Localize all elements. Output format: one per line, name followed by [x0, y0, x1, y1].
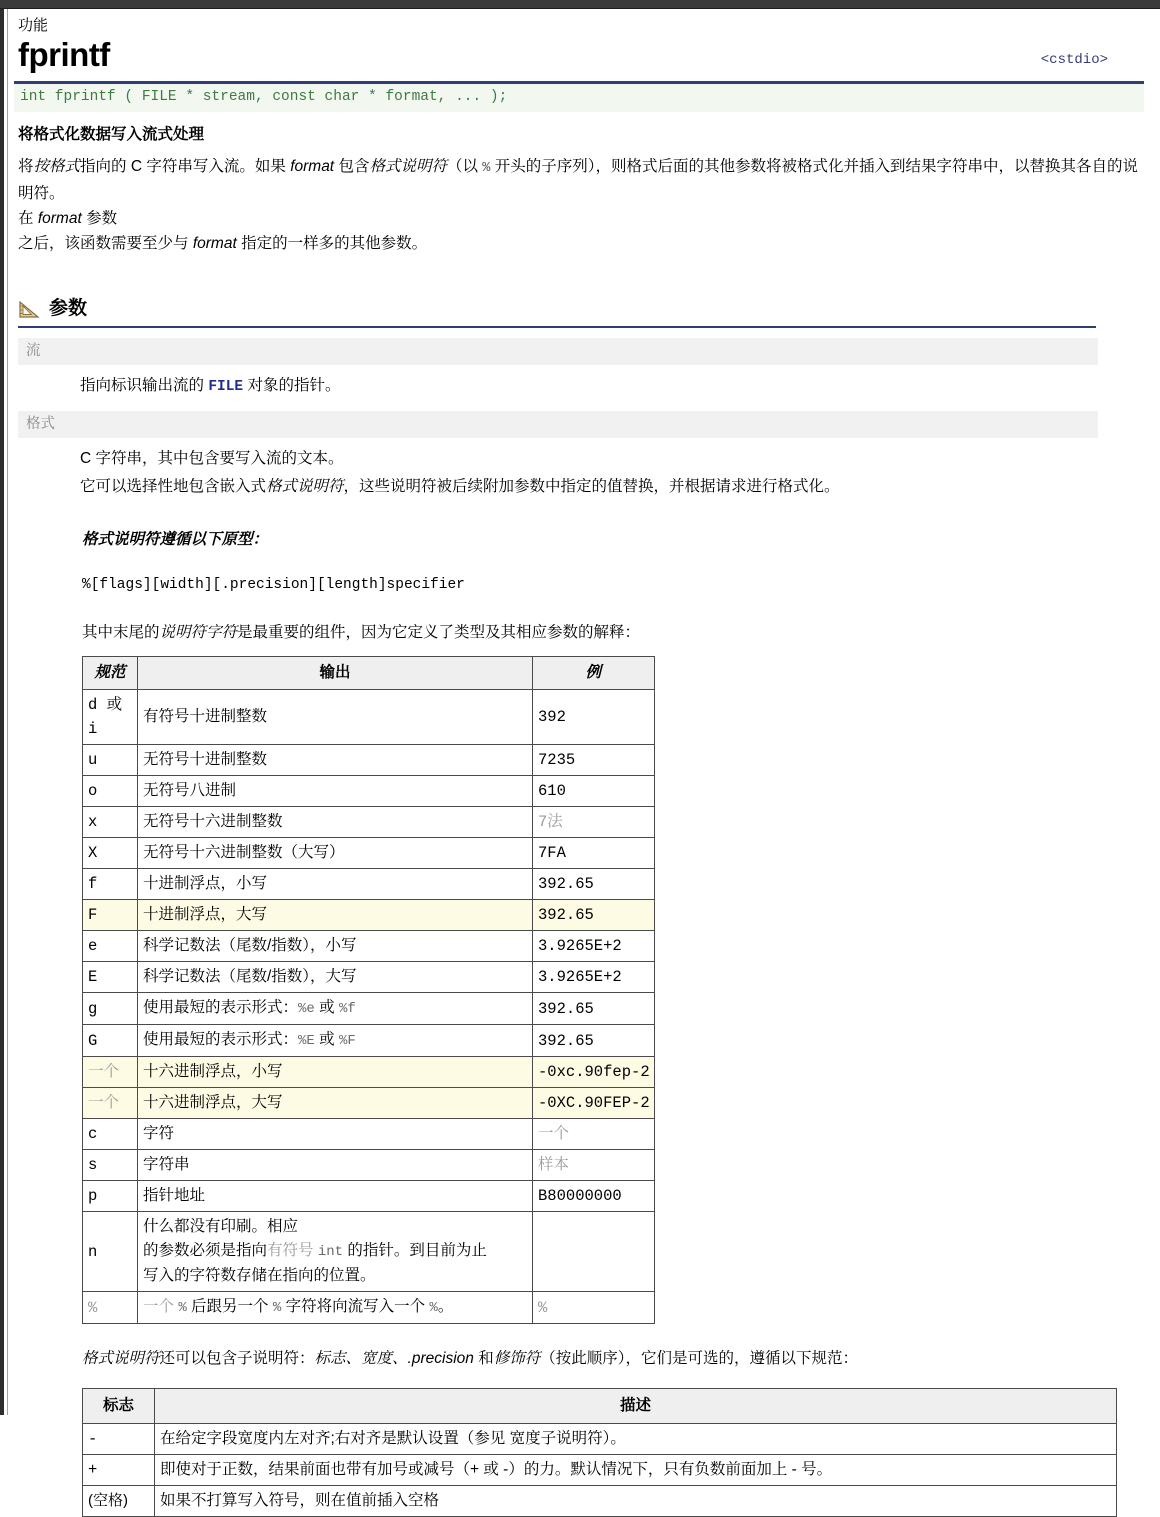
specifier-table-lead: 其中末尾的说明符字符是最重要的组件，因为它定义了类型及其相应参数的解释： — [82, 624, 641, 641]
table-row: + 即使对于正数，结果前面也带有加号或减号（+ 或 -）的力。默认情况下，只有负数前面加上 - 号。 — [83, 1455, 1117, 1486]
format-desc-line-1: C 字符串，其中包含要写入流的文本。 — [80, 450, 344, 467]
table-row: o 无符号八进制 610 — [83, 776, 655, 807]
table-row: 一个 十六进制浮点，大写 -0XC.90FEP-2 — [83, 1088, 655, 1119]
col-header-spec: 规范 — [83, 657, 138, 690]
ruler-triangle-icon — [18, 300, 40, 319]
table-header-row — [83, 1389, 1117, 1424]
col-header-flag: 标志 — [83, 1389, 155, 1424]
function-signature: int fprintf ( FILE * stream, const char * format, ... ); — [14, 81, 1144, 112]
page-title: fprintf — [18, 36, 110, 73]
parameters-section — [18, 298, 1148, 328]
table-row: e 科学记数法（尾数/指数），小写 3.9265E+2 — [83, 931, 655, 962]
format-desc-line-2: 它可以选择性地包含嵌入式格式说明符，这些说明符被后续附加参数中指定的值替换，并根据请求进行格式化。 — [80, 478, 840, 495]
param-name-format: 格式 — [18, 411, 1098, 438]
table-row: u 无符号十进制整数 7235 — [83, 745, 655, 776]
flags-table-lead: 格式说明符还可以包含子说明符：标志、宽度、.precision 和修饰符（按此顺序），它们是可选的，遵循以下规范： — [82, 1350, 858, 1367]
section-divider — [18, 326, 1096, 328]
table-row: E 科学记数法（尾数/指数），大写 3.9265E+2 — [83, 962, 655, 993]
col-header-example: 例 — [533, 657, 655, 690]
table-row: f 十进制浮点，小写 392.65 — [83, 869, 655, 900]
table-row: G 使用最短的表示形式：%E 或 %F 392.65 — [83, 1025, 655, 1057]
specifier-table — [82, 656, 655, 1324]
table-row: 一个 十六进制浮点，小写 -0xc.90fep-2 — [83, 1057, 655, 1088]
param-desc-format — [80, 445, 1138, 501]
table-row: x 无符号十六进制整数 7法 — [83, 807, 655, 838]
col-header-output: 输出 — [138, 657, 533, 690]
page-kicker: 功能 — [18, 17, 49, 34]
include-header-label: <cstdio> — [1040, 52, 1108, 68]
table-header-row — [83, 657, 655, 690]
section-header — [18, 298, 1148, 326]
prototype-note: 格式说明符遵循以下原型： — [82, 531, 269, 548]
description-paragraph-3: 之后，该函数需要至少与 format 指定的一样多的其他参数。 — [18, 235, 428, 252]
table-row: % 一个 % 后跟另一个 % 字符将向流写入一个 %。 % — [83, 1292, 655, 1324]
param-name-stream: 流 — [18, 338, 1098, 365]
format-prototype: %[flags][width][.precision][length]specifier — [82, 577, 465, 593]
table-row: X 无符号十六进制整数（大写） 7FA — [83, 838, 655, 869]
table-row: p 指针地址 B80000000 — [83, 1181, 655, 1212]
col-header-description: 描述 — [155, 1389, 1117, 1424]
flags-table — [82, 1388, 1117, 1517]
title-row — [18, 36, 1150, 74]
description-title: 将格式化数据写入流式处理 — [18, 126, 205, 143]
section-title: 参数 — [49, 298, 88, 319]
table-row: n 什么都没有印刷。相应 的参数必须是指向有符号 int 的指针。到目前为止 写入的字符数存储在指向的位置。 — [83, 1212, 655, 1292]
table-row: s 字符串 样本 — [83, 1150, 655, 1181]
file-type-code: FILE — [208, 379, 244, 395]
description-paragraph-2: 在 format 参数 — [18, 210, 118, 227]
table-row: g 使用最短的表示形式：%e 或 %f 392.65 — [83, 993, 655, 1025]
table-row: c 字符 一个 — [83, 1119, 655, 1150]
table-row: - 在给定字段宽度内左对齐;右对齐是默认设置（参见 宽度子说明符）。 — [83, 1424, 1117, 1455]
document-page — [8, 9, 1160, 1509]
description-paragraph-1: 将按格式指向的 C 字符串写入流。如果 format 包含格式说明符（以 % 开头的子序列），则格式后面的其他参数将被格式化并插入到结果字符串中，以替换其各自的说明符。 — [18, 158, 1138, 202]
browser-top-chrome — [0, 0, 1160, 9]
param-desc-stream: 指向标识输出流的 FILE 对象的指针。 — [80, 377, 341, 395]
description-body — [18, 154, 1144, 256]
table-row: F 十进制浮点，大写 392.65 — [83, 900, 655, 931]
table-row: (空格) 如果不打算写入符号，则在值前插入空格 — [83, 1486, 1117, 1517]
table-row: d 或 i 有符号十进制整数 392 — [83, 690, 655, 745]
